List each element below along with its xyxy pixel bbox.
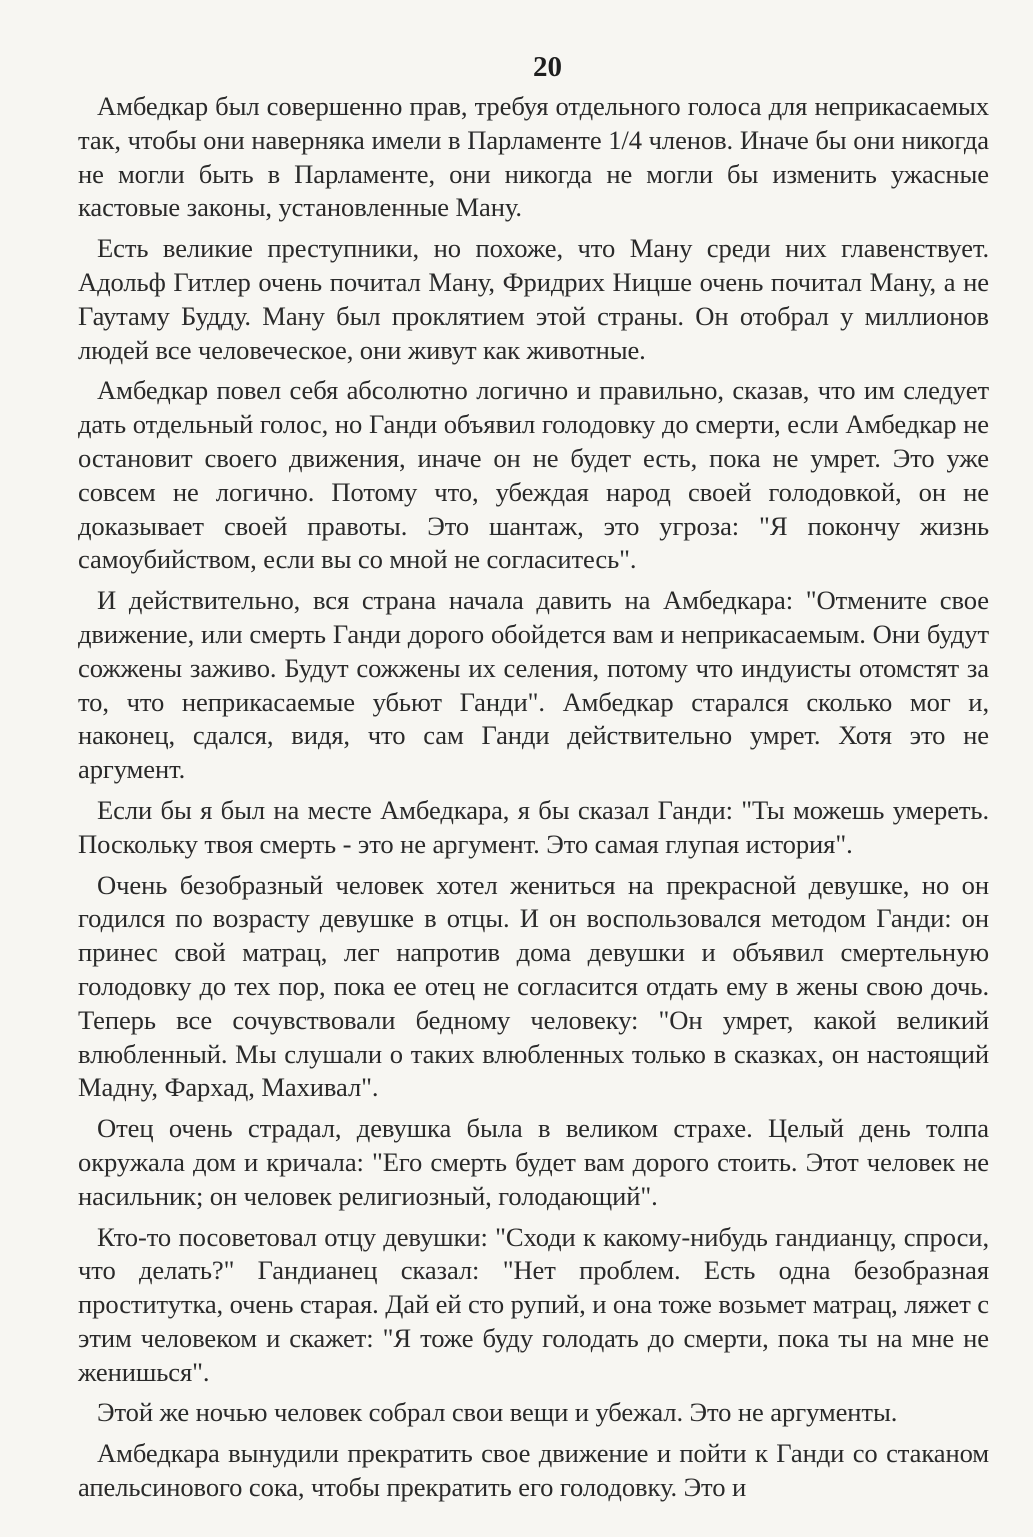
paragraph: Очень безобразный человек хотел жениться на прекрасной девушке, но он годился по возрасту девушке в отцы. И он воспользовался методом Ганди: он принес свой матрац, лег напротив дома девушки и объявил смертельную голодовку до тех пор, пока ее отец не согласится отдать ему в жены свою дочь. Теперь все сочувствовали бедному человеку: "Он умрет, какой великий влюбленный. Мы слушали о таких влюбленных только в сказках, он настоящий Мадну, Фархад, Махивал". (78, 869, 989, 1103)
body-text (78, 90, 989, 1505)
paragraph: Этой же ночью человек собрал свои вещи и убежал. Это не аргументы. (97, 1397, 898, 1428)
paragraph: Если бы я был на месте Амбедкара, я бы сказал Ганди: "Ты можешь умереть. Поскольку твоя смерть - это не аргумент. Это самая глупая история". (78, 794, 989, 859)
paragraph: Отец очень страдал, девушка была в великом страхе. Целый день толпа окружала дом и кричала: "Его смерть будет вам дорого стоить. Этот человек не насильник; он человек религиозный, голодающий". (78, 1113, 989, 1211)
paragraph: Амбедкара вынудили прекратить свое движение и пойти к Ганди со стаканом апельсинового сока, чтобы прекратить его голодовку. Это и (78, 1438, 989, 1503)
page-number: 20 (533, 51, 562, 83)
paragraph: Амбедкар был совершенно прав, требуя отдельного голоса для неприкасаемых так, чтобы они наверняка имели в Парламенте 1/4 членов. Иначе бы они никогда не могли быть в Парламенте, они никогда не могли бы изменить ужасные кастовые законы, установленные Ману. (78, 91, 989, 223)
paragraph: Кто-то посоветовал отцу девушки: "Сходи к какому-нибудь гандианцу, спроси, что делать?" Гандианец сказал: "Нет проблем. Есть одна безобразная проститутка, очень старая. Дай ей сто рупий, и она тоже возьмет матрац, ляжет с этим человеком и скажет: "Я тоже буду голодать до смерти, пока ты на мне не женишься". (78, 1221, 989, 1387)
paragraph: Амбедкар повел себя абсолютно логично и правильно, сказав, что им следует дать отдельный голос, но Ганди объявил голодовку до смерти, если Амбедкар не остановит своего движения, иначе он не будет есть, пока не умрет. Это уже совсем не логично. Потому что, убеждая народ своей голодовкой, он не доказывает своей правоты. Это шантаж, это угроза: "Я покончу жизнь самоубийством, если вы со мной не согласитесь". (78, 375, 989, 575)
paragraph: Есть великие преступники, но похоже, что Ману среди них главенствует. Адольф Гитлер очень почитал Ману, Фридрих Ницше очень почитал Ману, а не Гаутаму Будду. Ману был проклятием этой страны. Он отобрал у миллионов людей все человеческое, они живут как животные. (78, 233, 989, 365)
paragraph: И действительно, вся страна начала давить на Амбедкара: "Отмените свое движение, или смерть Ганди дорого обойдется вам и неприкасаемым. Они будут сожжены заживо. Будут сожжены их селения, потому что индуисты отомстят за то, что неприкасаемые убьют Ганди". Амбедкар старался сколько мог и, наконец, сдался, видя, что сам Ганди действительно умрет. Хотя это не аргумент. (78, 585, 989, 785)
